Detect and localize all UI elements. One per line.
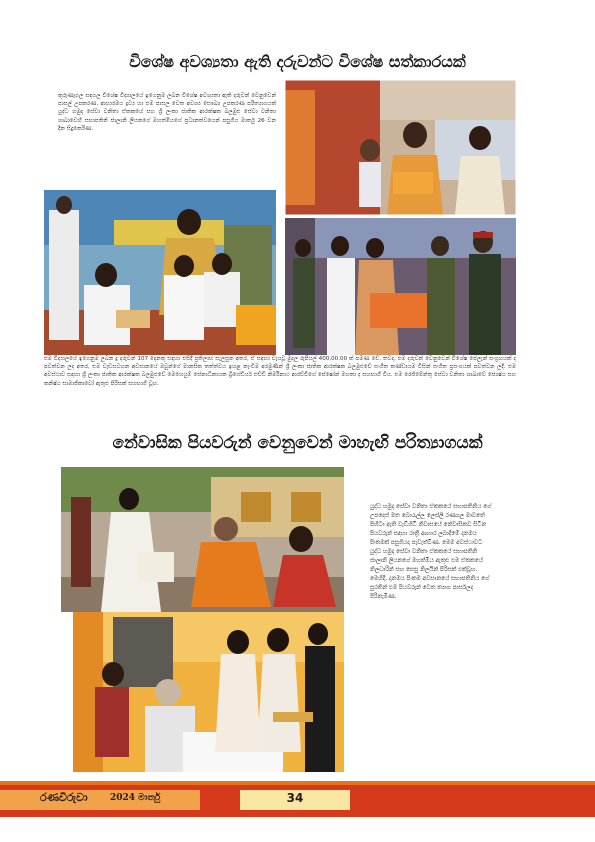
article1-intro: කුරුණෑගල සඳගල විශේෂ විද්‍යාලයේ ඉගෙනුම ලබන විශේෂ අවශ්‍යතා ඇති දරුවන් වෙනුවෙන් පාසල් උපකරණ, ආහාරමය ද්‍රව්‍ය හා එම පාසල වෙත අවශ්‍ය සෞඛ්‍ය උපකරණ පරිත්‍යාගයක් යුද්ධ හමුදා සේවා වනිතා ඒකකයේ සහ ශ්‍රී ලංකා ජාතික ආරක්ෂක බලමුළු සේවා වනිතා ශාඛාවෙහි සභාපතිනි ජාලානි ලියනගේ මහත්මියගේ ප්‍රධානත්වයෙන් පසුගිය මාර්තු 26 වන දින සිදුකෙරිණ. [58, 93, 276, 132]
article2-body: යුද්ධ හමුදා සේවා වනිතා ඒකකයේ සභාපතිනිය ගේ උපදෙස් මත බොරැල්ල ලෙස්ලි රණගල මාවතේ පිහිටා ඇති වැඩිහිටි නිවාසයේ නේවාසිකව සිටින පියවරුන් සඳහා රාත්‍රී ආහාර ලබාදීමේ දානමය පිංකමක් පසුගියදා පැවැත්විණ. මෙම අවස්ථාවට යුද්ධ හමුදා සේවා වනිතා ඒකකයේ සභාපතිනි ජාලානි ලියනගේ මහත්මිය ඇතුළු එම ඒකකයේ නිලධාරින් සහ සෙසු නිලයින් පිරිසක් එක්වූහ. මෙහිදී, දානමය පිංකම අවසානයේ සභාපතිනිය ගේ සුරතින් එම පියවරුන් වෙත ත්‍යාග පාර්සලද පිරිනැමිණ. [370, 504, 492, 600]
page-number: 34 [286, 791, 304, 805]
photo-monk-offering [61, 467, 344, 612]
footer-highlight [0, 790, 200, 810]
article1-headline: විශේෂ අවශ්‍යතා ඇති දරුවන්ට විශේෂ සත්කාරයක් [129, 52, 466, 71]
photo-gift-presentation [285, 80, 516, 215]
article1-body: එම විද්‍යාලයේ ඉගෙනුම ලබන දූ දරුවන් 107 දෙනකු සඳහා එසිදි ප්‍රතිලාභ සැලසුන අතර, ඒ සඳහා වැයවූ මුදල රුපියල් 400,00.00 ක් පමණ වේ. තවද, එම දරුවන් වෙනුවෙන් විශේෂ පේලැන් සංග්‍රහයක් ද පවත්වන ලද අතර, එම වැඩසටහන අවසානයේ ඔවුන්ගේ මානසික තත්ත්වය ඉහළ නැංවීම අරමුණින් ශ්‍රී ලංකා ජාතික ආරක්ෂක බලමුළුවේ සංගීත කණ්ඩායම විසින් සංගීත ප්‍රසංගයක් පවත්වන ලදී. එම අවස්ථාව සඳහා ශ්‍රී ලංකා ජාතික ආරක්ෂක බලමුළුවේ මෙහෙයුම් සේනාධිනායක බ්‍රිගේඩියර් එච්ඩී නිර්මිනාථ ආරච්චිගේ පේෂෝන් මහතා ද සහභාගී විය. එම රෙජිමේන්තු සේවා වනිතා ශාඛාවේ ජ්‍යෙෂ්ඨ සහ කනිෂ්ඨ සාමාජිකාවෝ ඇතුළු පිරිසක් සහභාගී වූහ. [44, 356, 516, 387]
footer-brand: රණවිරුවා [40, 791, 88, 804]
footer-date: 2024 මාර්තු [110, 793, 161, 803]
article2-headline: නේවාසික පියවරුන් වෙනුවෙන් මාහැඟි පරිත්‍යාගයක් [112, 433, 483, 453]
photo-group-officers [285, 218, 516, 355]
photo-children-seated [44, 190, 276, 355]
photo-serving-meal [73, 612, 344, 772]
